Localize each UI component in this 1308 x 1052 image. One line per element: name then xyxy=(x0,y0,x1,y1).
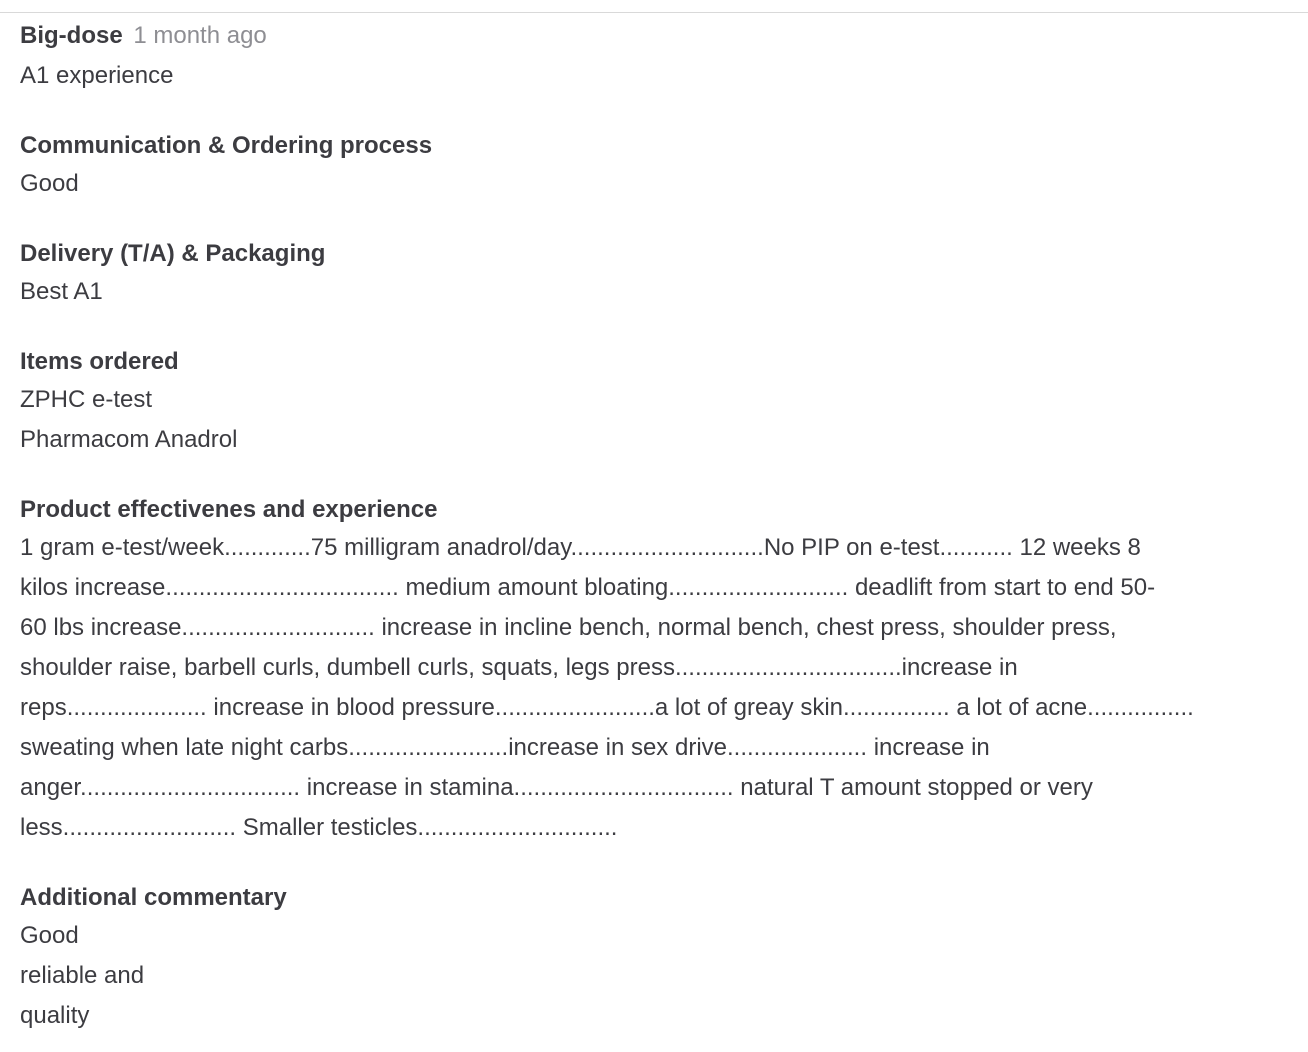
author-name[interactable]: Big-dose xyxy=(20,22,123,49)
commentary-line: Good xyxy=(20,922,79,949)
experience-text-line: anger................................. increase in stamina................................. natural T amount stopped or very xyxy=(20,774,1093,801)
experience-text-line: shoulder raise, barbell curls, dumbell curls, squats, legs press..................................increase in xyxy=(20,654,1018,681)
experience-text-line: 60 lbs increase............................. increase in incline bench, normal bench, chest press, shoulder press, xyxy=(20,614,1117,641)
ordered-item: ZPHC e-test xyxy=(20,386,153,413)
section-items-ordered xyxy=(20,342,1298,460)
review-summary: A1 experience xyxy=(20,62,174,89)
section-heading: Delivery (T/A) & Packaging xyxy=(20,240,326,267)
section-delivery xyxy=(20,234,1298,312)
section-text: Good xyxy=(20,170,79,197)
experience-text-line: sweating when late night carbs........................increase in sex drive..................... increase in xyxy=(20,734,990,761)
top-divider xyxy=(0,12,1308,13)
section-heading: Items ordered xyxy=(20,348,179,375)
section-heading: Additional commentary xyxy=(20,884,287,911)
section-effectiveness xyxy=(20,490,1298,848)
experience-text-line: kilos increase................................... medium amount bloating........................... deadlift from start to end 50- xyxy=(20,574,1156,601)
experience-text-line: 1 gram e-test/week.............75 milligram anadrol/day.............................No PIP on e-test........... 12 weeks 8 xyxy=(20,534,1141,561)
experience-text-line: less.......................... Smaller testicles.............................. xyxy=(20,814,618,841)
section-text: Best A1 xyxy=(20,278,103,305)
experience-text-line: reps..................... increase in blood pressure........................a lot of greay skin................ a lot of acne................ xyxy=(20,694,1194,721)
commentary-line: reliable and xyxy=(20,962,145,989)
ordered-item: Pharmacom Anadrol xyxy=(20,426,238,453)
review-header xyxy=(20,16,1298,56)
section-heading: Product effectivenes and experience xyxy=(20,496,438,523)
section-heading: Communication & Ordering process xyxy=(20,132,433,159)
post-timestamp: 1 month ago xyxy=(133,22,267,49)
section-additional-commentary xyxy=(20,878,1298,1036)
section-communication xyxy=(20,126,1298,204)
commentary-line: quality xyxy=(20,1002,90,1029)
review-post xyxy=(20,16,1298,1036)
